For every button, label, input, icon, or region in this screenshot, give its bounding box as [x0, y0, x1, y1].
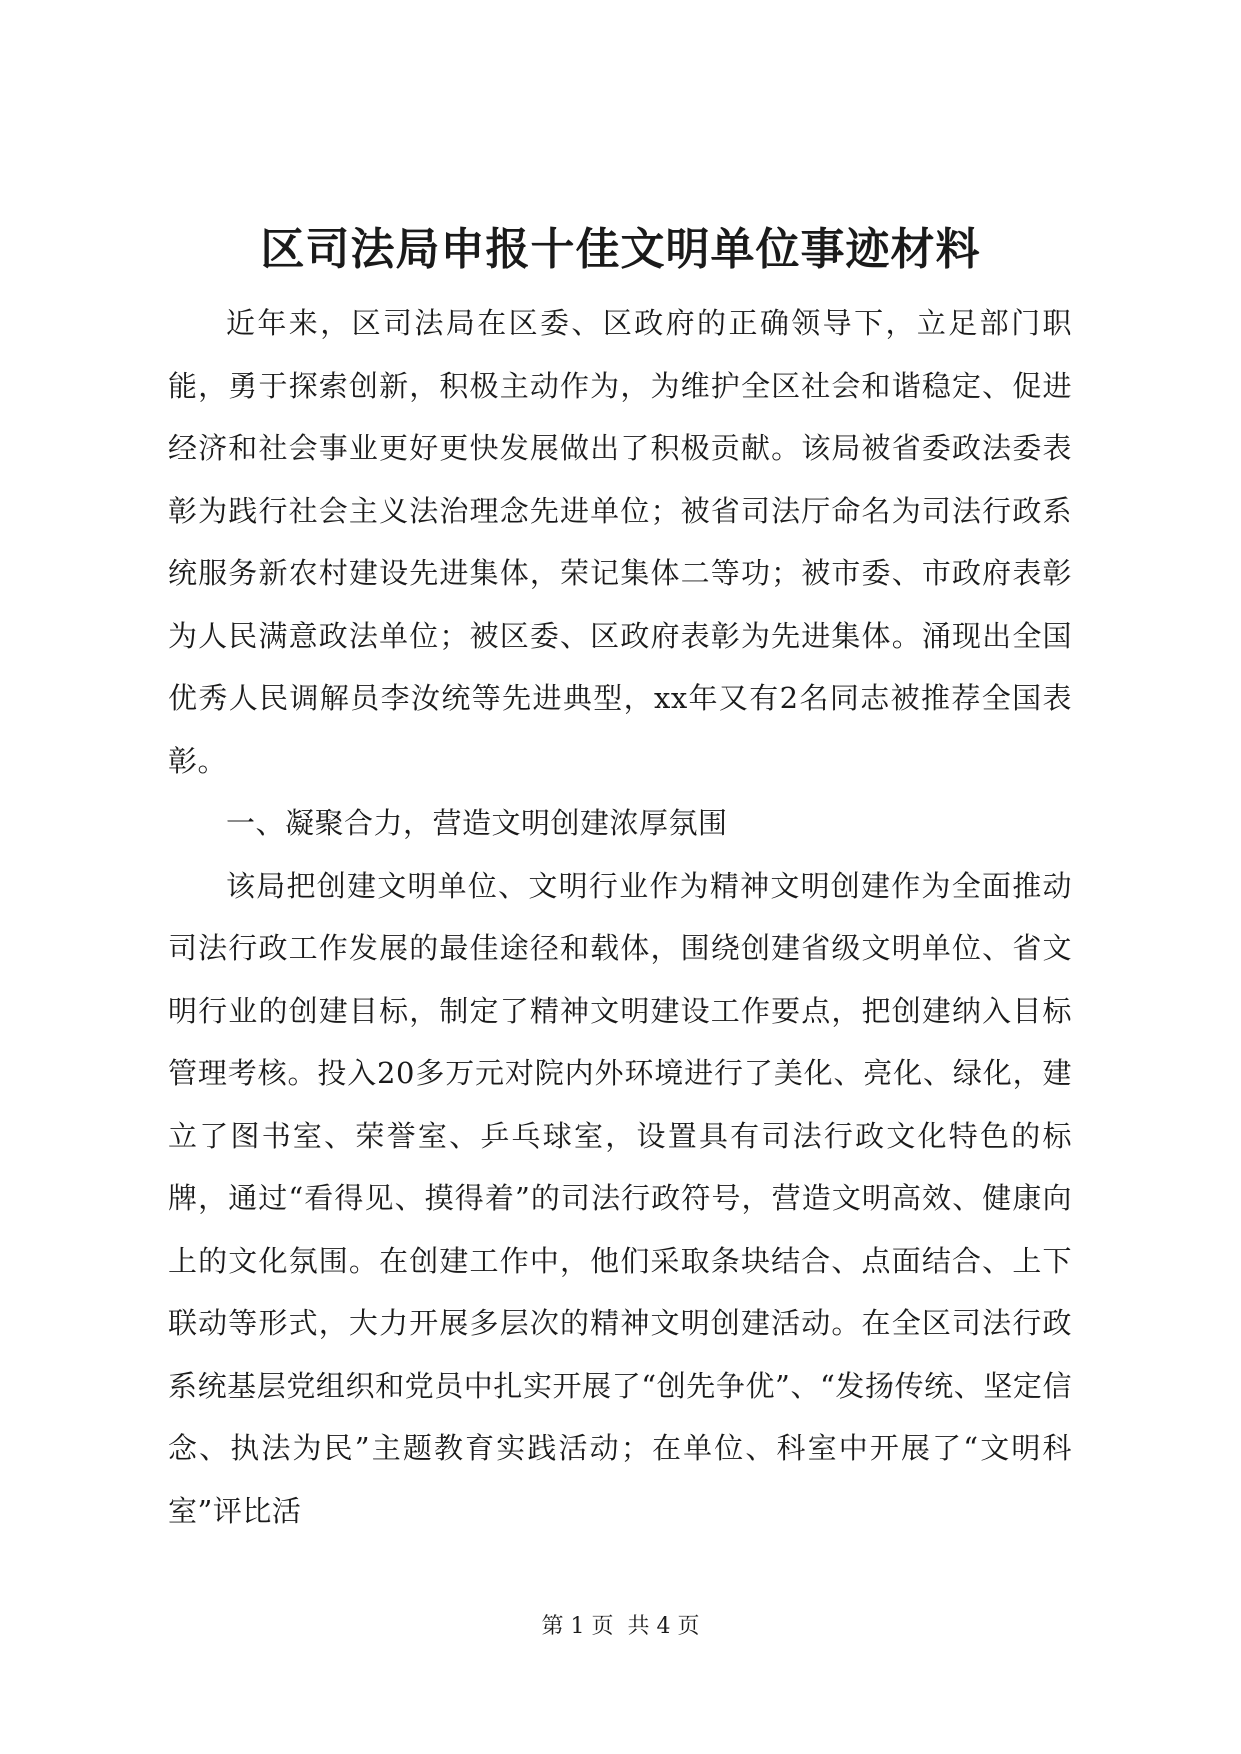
page-number [0, 1612, 1241, 1642]
page-number-label: 第 1 页 共 4 页 [541, 1614, 700, 1639]
section-heading-1: 一、凝聚合力，营造文明创建浓厚氛围 [226, 806, 728, 840]
document-title: 区司法局申报十佳文明单位事迹材料 [260, 224, 981, 275]
section-1-paragraph: 该局把创建文明单位、文明行业作为精神文明创建作为全面推动司法行政工作发展的最佳途径和载体，围绕创建省级文明单位、省文明行业的创建目标，制定了精神文明建设工作要点，把创建纳入目标管理考核。投入20多万元对院内外环境进行了美化、亮化、绿化，建立了图书室、荣誉室、乒乓球室，设置具有司法行政文化特色的标牌，通过“看得见、摸得着”的司法行政符号，营造文明高效、健康向上的文化氛围。在创建工作中，他们采取条块结合、点面结合、上下联动等形式，大力开展多层次的精神文明创建活动。在全区司法行政系统基层党组织和党员中扎实开展了“创先争优”、“发扬传统、坚定信念、执法为民”主题教育实践活动；在单位、科室中开展了“文明科室”评比活 [168, 868, 1072, 1528]
document-body [168, 292, 1072, 1542]
intro-paragraph: 近年来，区司法局在区委、区政府的正确领导下，立足部门职能，勇于探索创新，积极主动作为，为维护全区社会和谐稳定、促进经济和社会事业更好更快发展做出了积极贡献。该局被省委政法委表彰为践行社会主义法治理念先进单位；被省司法厅命名为司法行政系统服务新农村建设先进集体，荣记集体二等功；被市委、市政府表彰为人民满意政法单位；被区委、区政府表彰为先进集体。涌现出全国优秀人民调解员李汝统等先进典型，xx年又有2名同志被推荐全国表彰。 [168, 306, 1072, 778]
